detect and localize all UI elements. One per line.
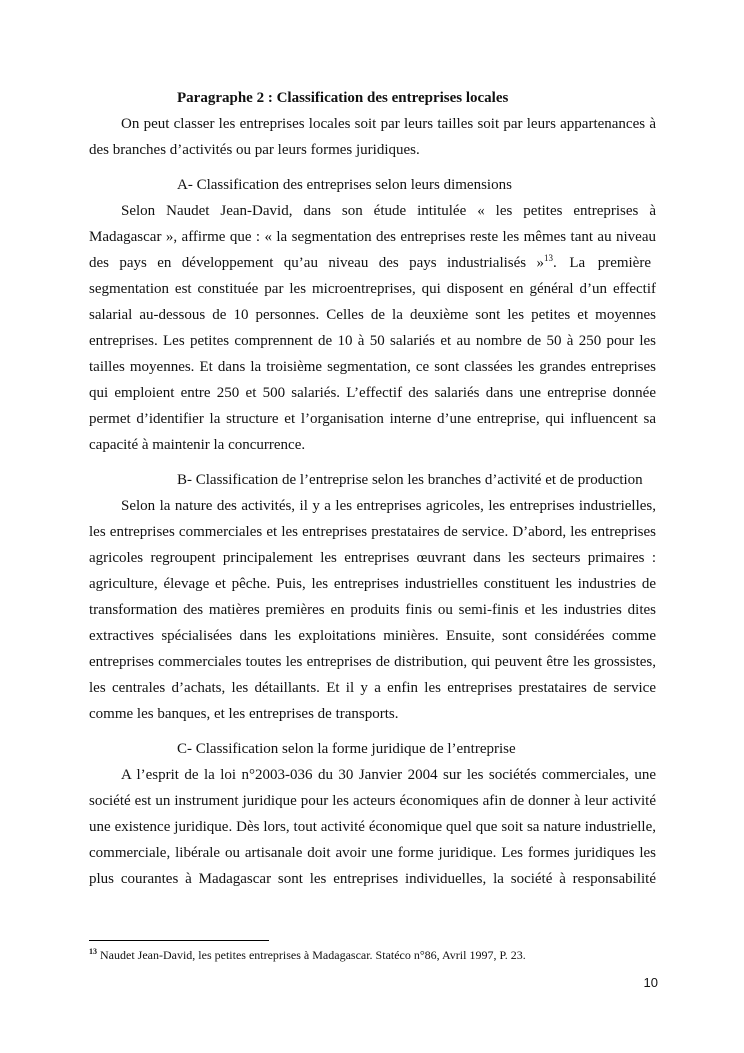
section-c-line-2: société est un instrument juridique pour les acteurs économiques afin de donner à leur activité — [89, 793, 656, 809]
section-c-line-1: A l’esprit de la loi n°2003-036 du 30 Janvier 2004 sur les sociétés commerciales, une — [121, 767, 656, 783]
section-a-title: A- Classification des entreprises selon leurs dimensions — [177, 177, 512, 193]
section-a-line-3-tail: . La première — [553, 255, 651, 271]
footnote-number: 13 — [89, 947, 97, 956]
section-c-line-4: commerciale, libérale ou artisanale doit avoir une forme juridique. Les formes juridiques les — [89, 845, 656, 861]
footnote — [89, 947, 526, 963]
section-b-line-7: entreprises commerciales toutes les entreprises de distribution, qui peuvent être les grossistes, — [89, 654, 656, 670]
intro-line-2: des branches d’activités ou par leurs formes juridiques. — [89, 142, 420, 158]
section-a-line-9: permet d’identifier la structure et l’organisation interne d’une entreprise, qui influencent sa — [89, 411, 656, 427]
section-c-title: C- Classification selon la forme juridique de l’entreprise — [177, 741, 516, 757]
section-c-line-5: plus courantes à Madagascar sont les entreprises individuelles, la société à responsabilité — [89, 871, 656, 887]
section-a-line-5: salarial au-dessous de 10 personnes. Celles de la deuxième sont les petites et moyennes — [89, 307, 656, 323]
section-c-line-3: une existence juridique. Dès lors, tout activité économique quel que soit sa nature industrielle, — [89, 819, 656, 835]
section-a-line-2: Madagascar », affirme que : « la segmentation des entreprises reste les mêmes tant au niveau — [89, 229, 656, 245]
section-a-line-1: Selon Naudet Jean-David, dans son étude intitulée « les petites entreprises à — [121, 203, 656, 219]
section-a-line-3-text: des pays en développement qu’au niveau des pays industrialisés » — [89, 255, 544, 271]
page-number: 10 — [643, 975, 658, 990]
paragraph-heading: Paragraphe 2 : Classification des entreprises locales — [177, 90, 509, 106]
section-b-title: B- Classification de l’entreprise selon les branches d’activité et de production — [177, 472, 643, 488]
section-a-line-10: capacité à maintenir la concurrence. — [89, 437, 306, 453]
section-a-line-6: entreprises. Les petites comprennent de 10 à 50 salariés et au nombre de 50 à 250 pour les — [89, 333, 656, 349]
section-b-line-6: extractives spécialisées dans les exploitations minières. Ensuite, sont considérées comme — [89, 628, 656, 644]
footnote-divider — [89, 940, 269, 941]
section-b-line-2: les entreprises commerciales et les entreprises prestataires de service. D’abord, les entreprises — [89, 524, 656, 540]
section-b-line-9: comme les banques, et les entreprises de transports. — [89, 706, 399, 722]
section-b-line-1: Selon la nature des activités, il y a les entreprises agricoles, les entreprises industrielles, — [121, 498, 656, 514]
intro-line-1: On peut classer les entreprises locales soit par leurs tailles soit par leurs appartenances à — [121, 116, 656, 132]
section-b-line-5: transformation des matières premières en produits finis ou semi-finis et les industries dites — [89, 602, 656, 618]
section-b-line-3: agricoles regroupent principalement les entreprises œuvrant dans les secteurs primaires : — [89, 550, 656, 566]
section-b-line-8: les centrales d’achats, les détaillants. Et il y a enfin les entreprises prestataires de service — [89, 680, 656, 696]
section-b-line-4: agriculture, élevage et pêche. Puis, les entreprises industrielles constituent les industries de — [89, 576, 656, 592]
section-a-line-8: qui emploient entre 250 et 500 salariés. L’effectif des salariés dans une entreprise donnée — [89, 385, 656, 401]
section-a-line-7: tailles moyennes. Et dans la troisième segmentation, ce sont classées les grandes entreprises — [89, 359, 656, 375]
section-a-line-3 — [89, 253, 651, 273]
section-a-line-4: segmentation est constituée par les microentreprises, qui disposent en général d’un effectif — [89, 281, 656, 297]
footnote-reference: 13 — [544, 253, 553, 263]
footnote-text: Naudet Jean-David, les petites entreprises à Madagascar. Statéco n°86, Avril 1997, P. 23. — [100, 948, 526, 962]
